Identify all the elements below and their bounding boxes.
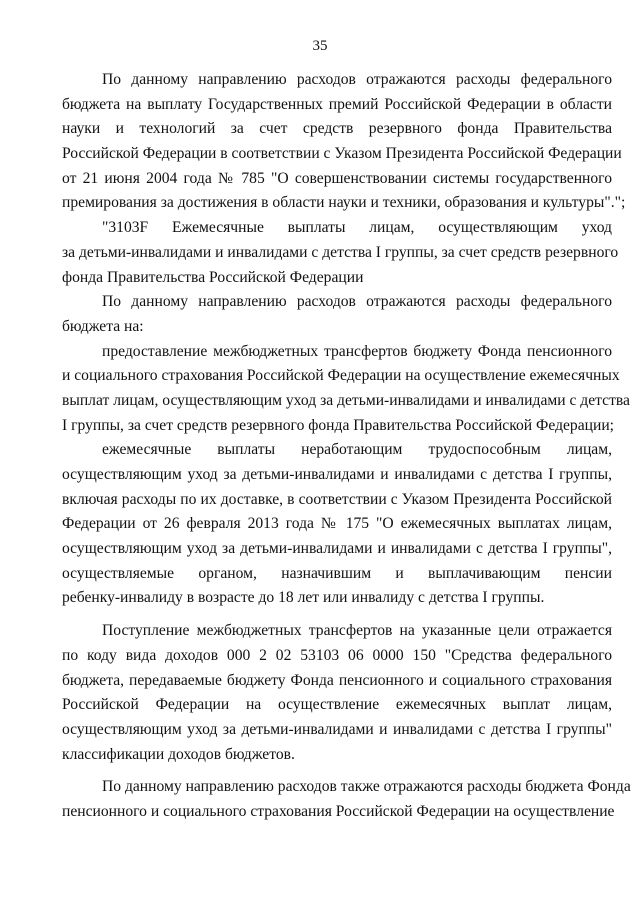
text-line: премирования за достижения в области науки и техники, образования и культуры"."; [62, 194, 626, 212]
text-line: Федерации от 26 февраля 2013 года № 175 "О ежемесячных выплатах лицам, [62, 515, 612, 533]
text-line: осуществляющим уход за детьми-инвалидами и инвалидами с детства I группы", [62, 540, 612, 558]
paragraph [62, 216, 619, 290]
text-line: I группы, за счет средств резервного фонда Правительства Российской Федерации; [62, 416, 615, 434]
text-line: Российской Федерации на осуществление ежемесячных выплат лицам, [62, 696, 612, 714]
paragraph [62, 775, 631, 824]
text-line: за детьми-инвалидами и инвалидами с детства I группы, за счет средств резервного [62, 243, 619, 261]
text-line: науки и технологий за счет средств резервного фонда Правительства [62, 120, 612, 138]
text-line: Поступление межбюджетных трансфертов на указанные цели отражается [102, 622, 612, 640]
text-line: осуществляющим уход за детьми-инвалидами и инвалидами с детства I группы, [62, 466, 612, 483]
text-line: пенсионного и социального страхования Российской Федерации на осуществление [62, 802, 615, 820]
text-line: по коду вида доходов 000 2 02 53103 06 0000 150 "Средства федерального [62, 646, 612, 664]
text-line: Российской Федерации в соответствии с Указом Президента Российской Федерации [62, 145, 622, 163]
text-line: классификации доходов бюджетов. [62, 745, 295, 763]
document-body [62, 68, 631, 825]
text-line: выплат лицам, осуществляющим уход за детьми-инвалидами и инвалидами с детства [62, 391, 630, 409]
text-line: предоставление межбюджетных трансфертов бюджету Фонда пенсионного [102, 342, 612, 360]
text-line: бюджета, передаваемые бюджету Фонда пенсионного и социального страхования [62, 671, 612, 689]
text-line: осуществляющим уход за детьми-инвалидами и инвалидами с детства I группы" [62, 720, 612, 738]
paragraph-gap [62, 767, 612, 775]
paragraph [62, 438, 612, 611]
paragraph [62, 619, 612, 767]
paragraph [62, 340, 630, 439]
page-number: 35 [312, 38, 328, 54]
text-line: ребенку-инвалиду в возрасте до 18 лет или инвалиду с детства I группы. [62, 589, 545, 607]
paragraph [62, 68, 626, 216]
paragraph-gap [62, 611, 612, 619]
text-line: По данному направлению расходов также отражаются расходы бюджета Фонда [102, 778, 631, 796]
text-line: По данному направлению расходов отражаются расходы федерального [102, 293, 612, 311]
text-line: бюджета на выплату Государственных премий Российской Федерации в области [62, 95, 612, 113]
text-line: осуществляемые органом, назначившим и выплачивающим пенсии [62, 564, 612, 582]
text-line: ежемесячные выплаты неработающим трудоспособным лицам, [102, 441, 612, 459]
text-line: от 21 июня 2004 года № 785 "О совершенствовании системы государственного [62, 169, 612, 187]
text-line: По данному направлению расходов отражаются расходы федерального [102, 71, 612, 88]
text-line: "3103F Ежемесячные выплаты лицам, осуществляющим уход [102, 219, 612, 237]
text-line: включая расходы по их доставке, в соответствии с Указом Президента Российской [62, 490, 612, 508]
text-line: бюджета на: [62, 317, 144, 335]
text-line: фонда Правительства Российской Федерации [62, 268, 364, 286]
paragraph [62, 290, 612, 339]
text-line: и социального страхования Российской Федерации на осуществление ежемесячных [62, 367, 620, 385]
